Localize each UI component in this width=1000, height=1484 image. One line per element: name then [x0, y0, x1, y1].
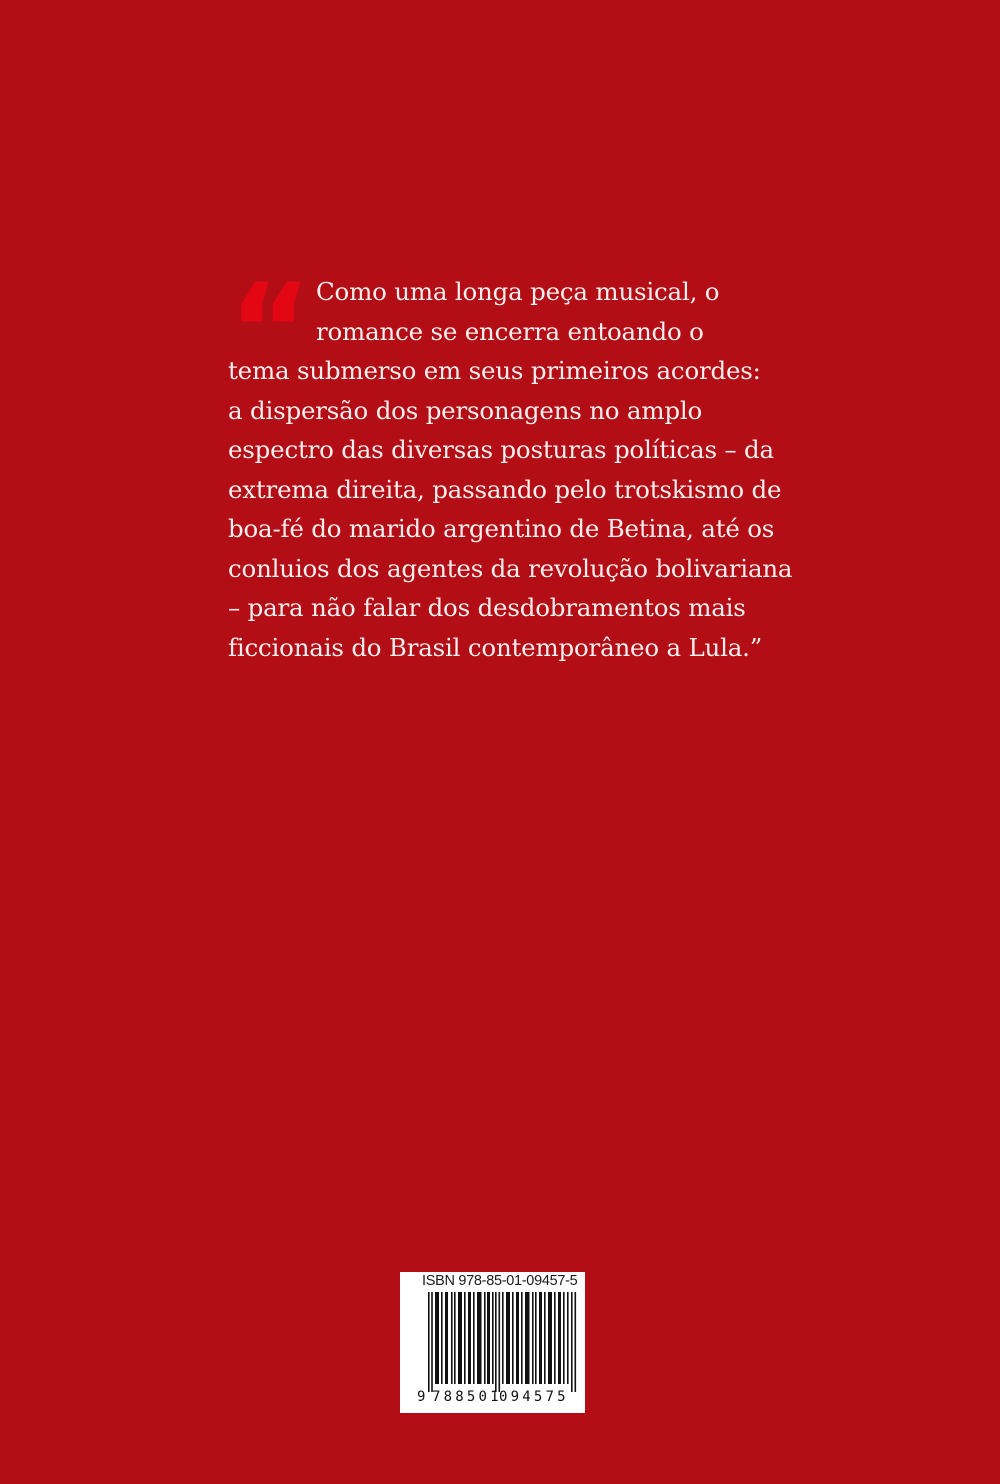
- quote-line-5: espectro das diversas posturas políticas – da: [228, 435, 774, 464]
- opening-quote-mark-icon: “: [228, 257, 313, 406]
- quote-line-6: extrema direita, passando pelo trotskismo de: [228, 474, 782, 504]
- barcode-bars-icon: [428, 1292, 578, 1392]
- back-cover-quote: [228, 272, 793, 667]
- quote-line-4: a dispersão dos personagens no amplo: [228, 395, 703, 425]
- quote-line-7: boa-fé do marido argentino de Betina, até os: [228, 514, 775, 543]
- isbn-barcode: [400, 1272, 585, 1413]
- ean-left-group: 788501: [432, 1389, 502, 1405]
- quote-line-10: ficcionais do Brasil contemporâneo a Lula.”: [228, 632, 763, 662]
- quote-line-9: – para não falar dos desdobramentos mais: [228, 593, 746, 622]
- quote-line-2: romance se encerra entoando o: [316, 316, 704, 346]
- quote-line-8: conluios dos agentes da revolução bolivariana: [228, 553, 793, 583]
- ean-right-group: 094575: [499, 1389, 569, 1405]
- isbn-label: ISBN 978-85-01-09457-5: [422, 1273, 578, 1289]
- ean-first-digit: 9: [417, 1389, 426, 1405]
- quote-line-1: Como uma longa peça musical, o: [316, 277, 720, 306]
- quote-line-3: tema submerso em seus primeiros acordes:: [228, 356, 761, 385]
- ean-digits: [417, 1389, 577, 1409]
